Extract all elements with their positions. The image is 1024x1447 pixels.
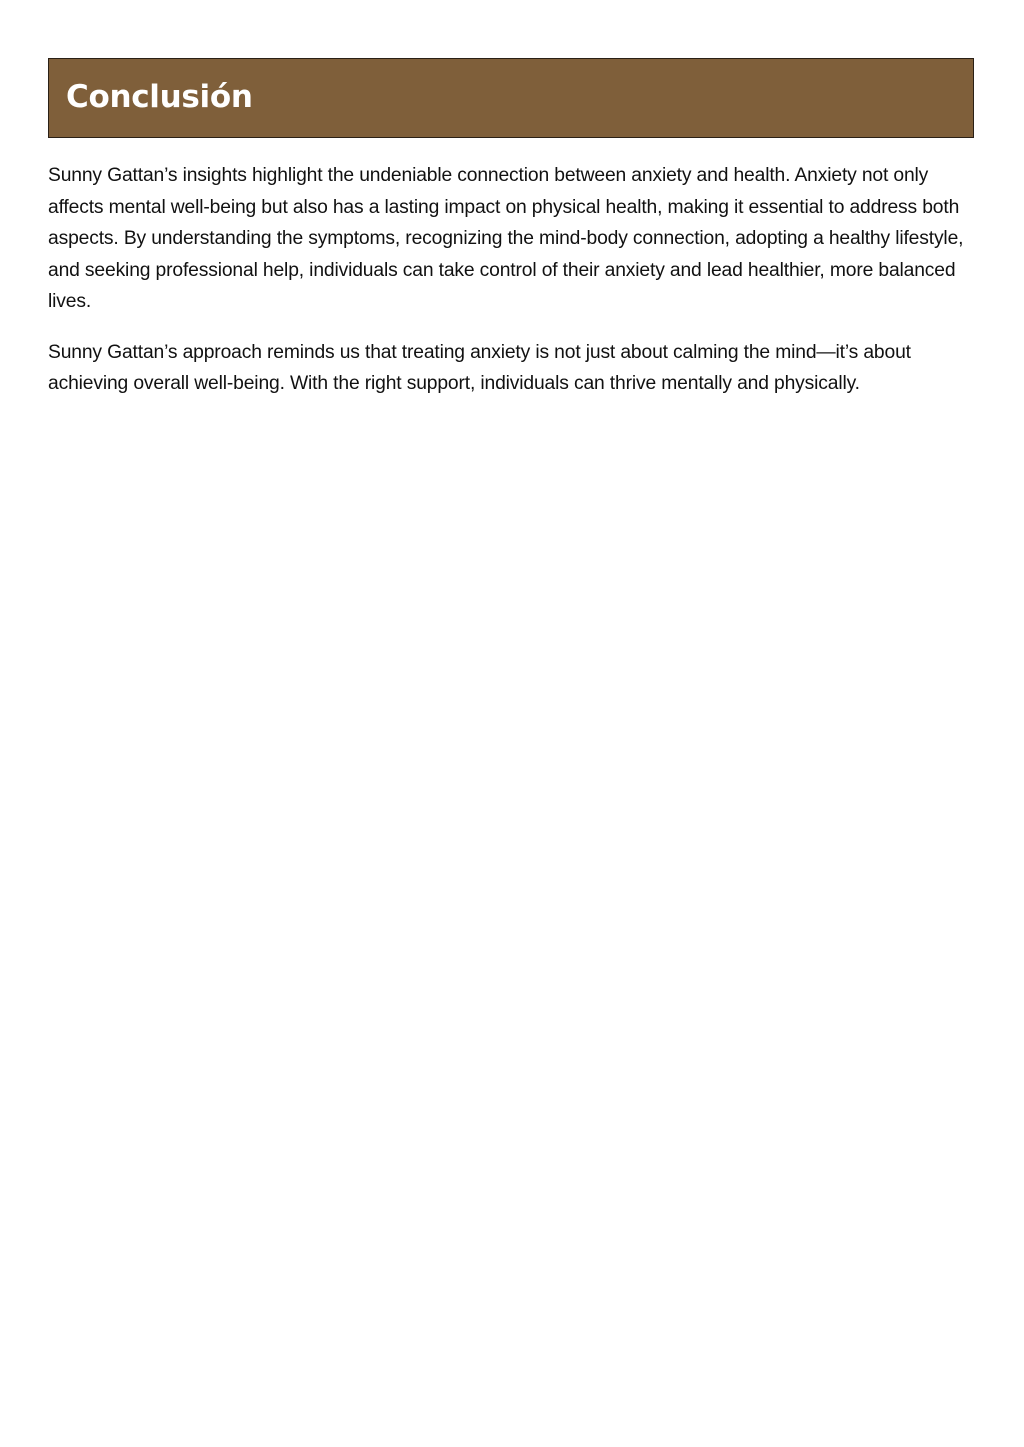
section-title: Conclusión — [66, 79, 253, 115]
conclusion-paragraph-2: Sunny Gattan’s approach reminds us that treating anxiety is not just about calming the mind—it’s about achieving overall well-being. With the right support, individuals can thrive mentally and physically. — [48, 341, 911, 394]
conclusion-paragraph-1: Sunny Gattan’s insights highlight the undeniable connection between anxiety and health. Anxiety not only affects mental well-being but also has a lasting impact on physical health, making it essential to address both aspects. By understanding the symptoms, recognizing the mind-body connection, adopting a healthy lifestyle, and seeking professional help, individuals can take control of their anxiety and lead healthier, more balanced lives. — [48, 165, 964, 312]
conclusion-content — [48, 160, 978, 419]
section-header-band — [48, 58, 974, 138]
